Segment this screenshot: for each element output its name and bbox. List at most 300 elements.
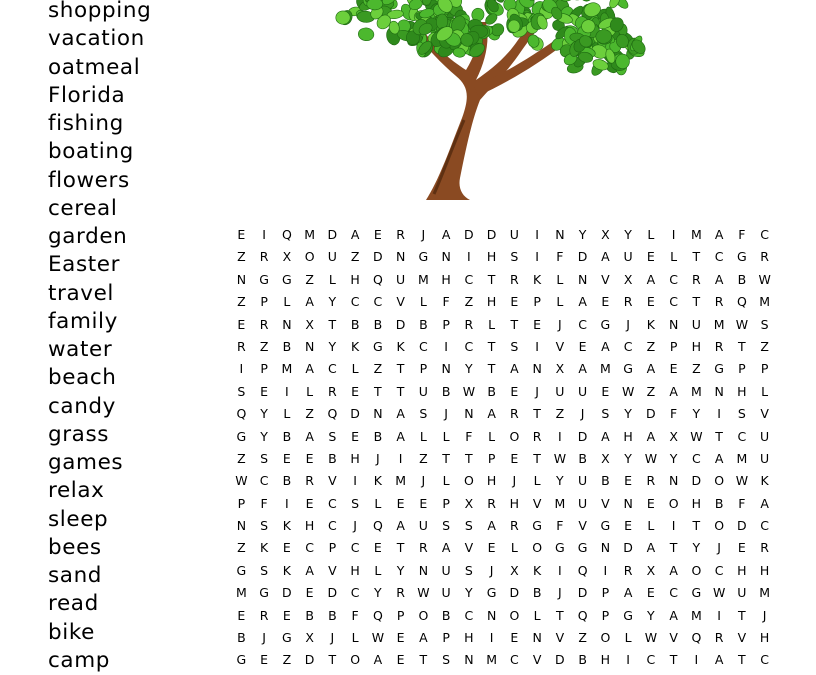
grid-letter: R: [714, 338, 724, 354]
grid-letter: J: [512, 473, 517, 489]
grid-letter: C: [669, 585, 678, 601]
grid-letter: T: [487, 361, 496, 377]
grid-letter: A: [441, 227, 451, 242]
leaf: [358, 27, 375, 42]
grid-letter: A: [305, 294, 314, 310]
grid-letter: Y: [396, 562, 405, 578]
grid-letter: N: [532, 630, 542, 646]
grid-letter: T: [692, 518, 701, 534]
grid-letter: C: [259, 473, 269, 489]
grid-letter: T: [669, 540, 678, 556]
grid-row: [230, 269, 776, 291]
grid-letter: N: [236, 518, 247, 534]
grid-letter: Z: [282, 652, 292, 668]
word-list-item: Easter: [48, 252, 121, 278]
grid-letter: L: [624, 630, 632, 646]
grid-letter: E: [396, 495, 405, 511]
grid-letter: B: [578, 652, 587, 668]
grid-letter: Y: [578, 227, 587, 242]
grid-letter: S: [237, 383, 246, 399]
grid-letter: G: [555, 540, 565, 556]
grid-letter: C: [737, 428, 747, 444]
grid-letter: E: [510, 630, 519, 646]
grid-letter: B: [737, 271, 747, 287]
grid-letter: P: [237, 495, 246, 511]
grid-letter: V: [555, 630, 565, 646]
grid-letter: C: [760, 652, 769, 668]
grid-letter: K: [260, 540, 269, 556]
grid-letter: T: [328, 652, 337, 668]
grid-letter: X: [510, 562, 519, 578]
grid-letter: K: [373, 473, 382, 489]
grid-letter: E: [510, 383, 519, 399]
grid-letter: E: [646, 495, 655, 511]
grid-letter: W: [712, 585, 726, 601]
grid-letter: E: [646, 249, 655, 265]
grid-letter: Z: [373, 361, 383, 377]
grid-letter: N: [600, 540, 611, 556]
grid-letter: P: [601, 607, 610, 623]
grid-letter: H: [486, 294, 497, 310]
grid-letter: W: [371, 630, 385, 646]
grid-letter: R: [510, 518, 519, 534]
grid-letter: B: [373, 428, 383, 444]
grid-letter: Z: [646, 338, 656, 354]
grid-letter: B: [373, 316, 383, 332]
grid-letter: E: [487, 540, 496, 556]
grid-letter: G: [236, 652, 247, 668]
grid-letter: M: [486, 652, 498, 668]
grid-letter: L: [351, 630, 359, 646]
grid-letter: J: [580, 406, 585, 422]
grid-letter: I: [694, 652, 699, 668]
grid-letter: E: [533, 316, 542, 332]
grid-row: [230, 649, 776, 671]
grid-letter: O: [418, 607, 429, 623]
grid-letter: G: [714, 361, 724, 377]
grid-letter: M: [690, 607, 702, 623]
grid-letter: J: [444, 406, 448, 422]
grid-letter: U: [578, 495, 588, 511]
grid-letter: A: [487, 406, 496, 422]
grid-letter: P: [396, 607, 405, 623]
word-list-item: bike: [48, 619, 95, 645]
grid-letter: V: [532, 495, 542, 511]
grid-letter: W: [417, 585, 430, 601]
grid-letter: W: [735, 316, 749, 332]
grid-letter: M: [759, 294, 771, 310]
grid-letter: N: [282, 316, 292, 332]
grid-letter: R: [396, 227, 405, 242]
grid-letter: C: [510, 652, 519, 668]
grid-letter: L: [670, 249, 678, 265]
grid-letter: A: [601, 249, 610, 265]
grid-letter: H: [737, 562, 747, 578]
grid-letter: Q: [236, 406, 247, 422]
grid-letter: C: [419, 338, 428, 354]
word-list-item: beach: [48, 365, 117, 391]
grid-letter: E: [510, 294, 519, 310]
grid-letter: F: [556, 249, 564, 265]
grid-letter: R: [623, 562, 633, 578]
grid-letter: C: [350, 294, 360, 310]
grid-letter: C: [760, 518, 769, 534]
grid-letter: R: [532, 428, 542, 444]
grid-letter: C: [328, 361, 337, 377]
grid-letter: Z: [578, 630, 587, 646]
grid-letter: K: [646, 316, 655, 332]
grid-letter: W: [462, 383, 476, 399]
grid-letter: Y: [624, 227, 632, 242]
grid-letter: T: [738, 652, 746, 668]
grid-letter: N: [464, 406, 474, 422]
grid-letter: C: [464, 338, 474, 354]
grid-letter: U: [418, 518, 428, 534]
grid-letter: A: [714, 450, 724, 466]
grid-letter: D: [327, 227, 338, 242]
grid-letter: E: [373, 540, 382, 556]
grid-letter: Z: [305, 406, 314, 422]
grid-letter: S: [442, 652, 451, 668]
grid-letter: X: [646, 562, 656, 578]
grid-letter: D: [350, 406, 360, 422]
grid-letter: G: [623, 361, 633, 377]
leaf: [580, 0, 593, 2]
grid-letter: V: [396, 294, 405, 310]
grid-row: [230, 314, 776, 336]
grid-letter: R: [487, 495, 496, 511]
grid-letter: T: [738, 338, 746, 354]
grid-letter: C: [350, 585, 360, 601]
grid-letter: I: [262, 227, 266, 242]
grid-letter: O: [509, 428, 520, 444]
leaf: [336, 11, 350, 24]
grid-letter: E: [578, 338, 587, 354]
grid-letter: M: [304, 227, 316, 242]
grid-letter: Q: [372, 607, 383, 623]
grid-letter: G: [282, 630, 292, 646]
grid-letter: N: [441, 361, 451, 377]
grid-letter: R: [510, 271, 519, 287]
grid-letter: Y: [669, 450, 678, 466]
grid-letter: T: [465, 450, 473, 466]
grid-row: [230, 448, 776, 470]
grid-letter: J: [717, 540, 721, 556]
grid-letter: L: [374, 495, 382, 511]
grid-letter: V: [669, 630, 678, 646]
grid-letter: E: [305, 495, 314, 511]
grid-letter: L: [328, 271, 336, 287]
grid-letter: B: [282, 473, 292, 489]
grid-letter: A: [305, 428, 314, 444]
grid-letter: E: [305, 585, 314, 601]
word-list-item: water: [48, 337, 113, 362]
word-list-item: relax: [48, 478, 105, 504]
grid-letter: Z: [760, 338, 769, 354]
grid-letter: F: [260, 495, 268, 511]
grid-letter: H: [600, 652, 611, 668]
grid-letter: X: [305, 316, 314, 332]
grid-letter: P: [738, 361, 746, 377]
grid-letter: P: [533, 294, 541, 310]
grid-letter: A: [714, 271, 724, 287]
grid-row: [230, 560, 776, 582]
grid-letter: C: [464, 607, 474, 623]
grid-letter: A: [396, 428, 405, 444]
grid-letter: V: [760, 406, 769, 422]
grid-letter: L: [283, 294, 291, 310]
grid-letter: P: [260, 361, 268, 377]
grid-letter: Y: [647, 607, 655, 623]
grid-letter: S: [442, 518, 451, 534]
grid-letter: S: [601, 406, 610, 422]
grid-letter: A: [350, 227, 360, 242]
grid-letter: N: [464, 652, 474, 668]
grid-letter: P: [442, 630, 450, 646]
tree-illustration: [330, 0, 670, 208]
grid-letter: Q: [281, 227, 292, 242]
grid-letter: N: [668, 473, 679, 489]
word-list-item: cereal: [48, 195, 118, 221]
grid-letter: P: [669, 338, 678, 354]
grid-letter: P: [328, 540, 337, 556]
grid-letter: Q: [372, 271, 383, 287]
grid-letter: H: [486, 249, 497, 265]
grid-letter: F: [442, 294, 450, 310]
grid-letter: T: [396, 383, 405, 399]
grid-letter: D: [577, 585, 588, 601]
grid-letter: R: [305, 473, 314, 489]
grid-letter: W: [758, 271, 771, 287]
grid-letter: R: [328, 383, 337, 399]
grid-letter: S: [328, 428, 337, 444]
grid-letter: D: [282, 585, 292, 601]
grid-letter: B: [419, 316, 428, 332]
grid-letter: I: [398, 450, 403, 466]
grid-letter: W: [690, 428, 703, 444]
grid-letter: C: [714, 562, 724, 578]
grid-letter: R: [237, 338, 246, 354]
grid-letter: N: [623, 495, 633, 511]
grid-letter: R: [714, 630, 724, 646]
grid-letter: U: [441, 585, 451, 601]
grid-letter: E: [351, 383, 360, 399]
grid-letter: F: [351, 607, 359, 623]
grid-letter: V: [532, 652, 542, 668]
grid-letter: Z: [237, 249, 246, 265]
grid-letter: L: [647, 518, 655, 534]
grid-row: [230, 605, 776, 627]
grid-letter: R: [419, 540, 428, 556]
grid-letter: S: [510, 249, 519, 265]
grid-row: [230, 246, 776, 268]
grid-letter: T: [533, 450, 541, 466]
grid-letter: H: [691, 495, 702, 511]
grid-letter: E: [260, 652, 269, 668]
grid-letter: D: [373, 249, 383, 265]
grid-letter: X: [601, 227, 610, 242]
grid-letter: Y: [465, 585, 473, 601]
grid-letter: A: [510, 361, 519, 377]
grid-letter: D: [555, 652, 565, 668]
grid-letter: L: [533, 473, 541, 489]
grid-letter: G: [600, 316, 611, 332]
grid-letter: G: [486, 585, 497, 601]
grid-row: [230, 470, 776, 492]
grid-letter: N: [668, 316, 679, 332]
grid-letter: A: [305, 562, 314, 578]
grid-letter: I: [467, 249, 471, 265]
grid-letter: I: [558, 428, 562, 444]
grid-letter: L: [442, 473, 450, 489]
grid-letter: J: [762, 607, 767, 623]
grid-letter: R: [464, 316, 474, 332]
grid-letter: C: [760, 227, 769, 242]
grid-letter: O: [350, 652, 361, 668]
grid-letter: A: [373, 652, 383, 668]
grid-letter: K: [351, 338, 360, 354]
grid-letter: Y: [328, 338, 337, 354]
grid-letter: L: [419, 428, 427, 444]
grid-letter: A: [578, 294, 587, 310]
grid-letter: E: [601, 383, 610, 399]
word-list-item: read: [48, 591, 99, 617]
word-list-item: oatmeal: [48, 54, 141, 80]
grid-letter: Z: [692, 361, 701, 377]
grid-letter: A: [441, 540, 451, 556]
grid-row: [230, 336, 776, 358]
grid-letter: X: [305, 630, 314, 646]
grid-letter: B: [441, 383, 451, 399]
grid-letter: L: [351, 361, 359, 377]
grid-letter: A: [601, 428, 610, 444]
grid-letter: M: [599, 361, 611, 377]
grid-letter: H: [737, 383, 747, 399]
leaf: [508, 20, 520, 33]
grid-letter: A: [305, 361, 314, 377]
grid-letter: U: [396, 271, 406, 287]
grid-letter: W: [235, 473, 248, 489]
grid-row: [230, 426, 776, 448]
grid-letter: L: [647, 227, 655, 242]
grid-letter: V: [578, 518, 587, 534]
grid-letter: H: [486, 473, 497, 489]
grid-letter: G: [532, 518, 542, 534]
grid-letter: S: [351, 495, 360, 511]
grid-letter: B: [487, 383, 496, 399]
grid-letter: T: [533, 406, 541, 422]
grid-letter: A: [487, 518, 496, 534]
word-list-item: vacation: [48, 26, 145, 52]
grid-letter: Q: [577, 607, 588, 623]
grid-letter: B: [328, 607, 337, 623]
grid-letter: I: [717, 607, 721, 623]
grid-letter: X: [555, 361, 565, 377]
grid-letter: T: [669, 652, 678, 668]
grid-letter: I: [444, 338, 448, 354]
word-list-item: garden: [48, 224, 128, 249]
grid-letter: I: [671, 518, 676, 534]
grid-letter: T: [396, 540, 405, 556]
grid-letter: E: [373, 227, 382, 242]
grid-letter: U: [555, 383, 565, 399]
grid-letter: U: [509, 227, 519, 242]
grid-letter: B: [601, 473, 610, 489]
grid-letter: Z: [646, 383, 656, 399]
grid-letter: H: [759, 630, 770, 646]
grid-letter: B: [282, 428, 292, 444]
grid-letter: M: [281, 361, 293, 377]
grid-letter: L: [488, 316, 496, 332]
grid-letter: B: [714, 495, 724, 511]
grid-letter: G: [236, 562, 247, 578]
grid-letter: T: [692, 294, 701, 310]
grid-letter: E: [237, 607, 246, 623]
grid-letter: S: [260, 518, 269, 534]
grid-letter: R: [396, 585, 405, 601]
grid-letter: I: [535, 249, 539, 265]
grid-letter: S: [260, 450, 269, 466]
grid-letter: R: [646, 473, 656, 489]
grid-letter: R: [623, 294, 633, 310]
grid-letter: G: [577, 540, 588, 556]
grid-letter: E: [282, 607, 291, 623]
grid-letter: Z: [237, 540, 246, 556]
grid-letter: Y: [556, 473, 564, 489]
grid-letter: N: [441, 249, 451, 265]
grid-letter: R: [760, 540, 769, 556]
grid-letter: K: [282, 518, 291, 534]
grid-letter: U: [418, 383, 428, 399]
grid-row: [230, 493, 776, 515]
grid-letter: N: [373, 406, 383, 422]
grid-letter: A: [396, 518, 405, 534]
grid-letter: M: [736, 450, 748, 466]
word-list-item: family: [48, 308, 118, 334]
grid-letter: A: [646, 540, 656, 556]
grid-letter: J: [353, 518, 357, 534]
grid-letter: W: [621, 383, 635, 399]
grid-letter: X: [623, 271, 633, 287]
grid-letter: Y: [465, 361, 473, 377]
grid-letter: F: [670, 406, 678, 422]
grid-row: [230, 403, 776, 425]
grid-letter: C: [464, 271, 474, 287]
grid-letter: O: [714, 473, 725, 489]
grid-letter: N: [486, 607, 497, 623]
grid-letter: O: [304, 249, 315, 265]
grid-letter: C: [646, 652, 656, 668]
grid-letter: V: [328, 473, 337, 489]
word-list-item: games: [48, 450, 124, 475]
grid-letter: H: [304, 518, 315, 534]
grid-letter: R: [259, 249, 269, 265]
grid-letter: E: [282, 540, 291, 556]
grid-letter: R: [760, 249, 769, 265]
grid-letter: D: [395, 316, 406, 332]
grid-letter: T: [419, 652, 428, 668]
grid-letter: V: [328, 562, 337, 578]
grid-letter: Q: [577, 562, 588, 578]
grid-letter: U: [441, 562, 451, 578]
grid-letter: E: [419, 495, 428, 511]
grid-letter: K: [533, 562, 542, 578]
grid-letter: B: [328, 450, 337, 466]
grid-letter: G: [373, 338, 383, 354]
grid-letter: J: [421, 227, 426, 242]
grid-letter: I: [489, 630, 494, 646]
grid-letter: U: [623, 249, 633, 265]
